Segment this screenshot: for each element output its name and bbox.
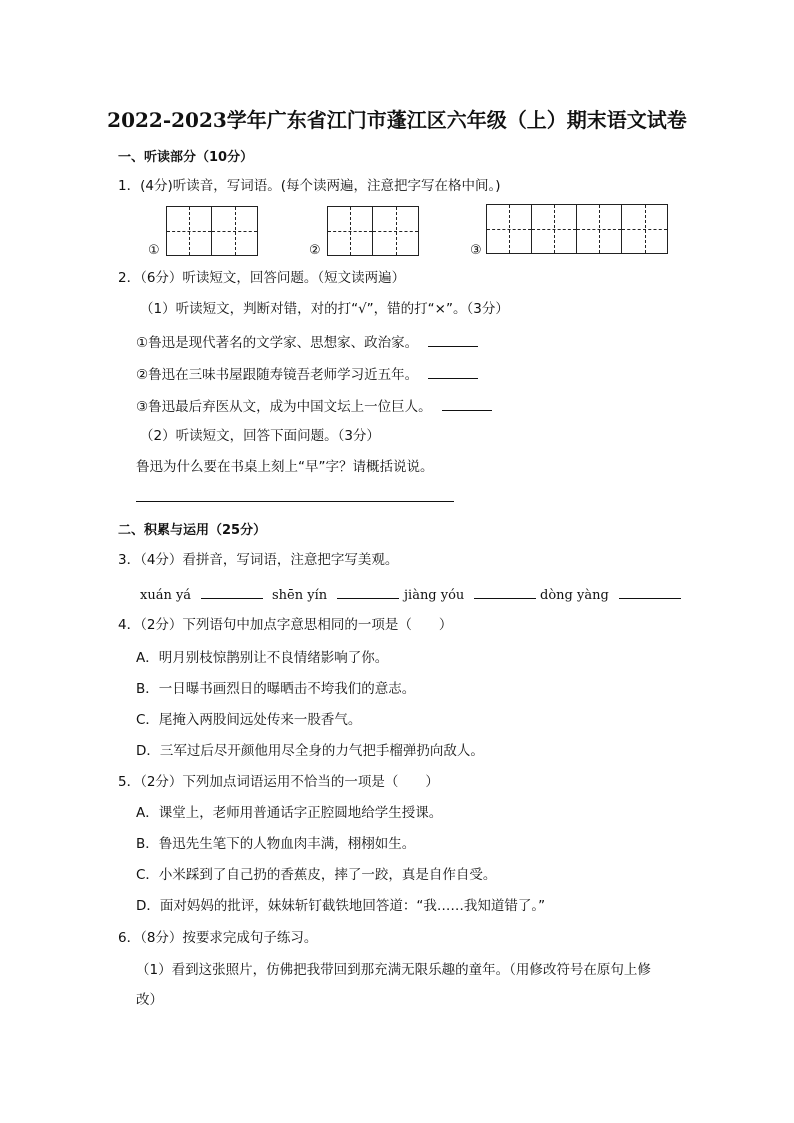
question-3-text: 3．（4分）看拼音，写词语，注意把字写美观。: [118, 552, 399, 568]
question-6-text: 6．（8分）按要求完成句子练习。: [118, 930, 318, 946]
pinyin-item-4: [540, 584, 681, 603]
writing-grid-2[interactable]: [327, 206, 419, 256]
grid-label-3: ③: [470, 243, 482, 258]
question-6-sub1: （1）看到这张照片，仿佛把我带回到那充满无限乐趣的童年。（用修改符号在原句上修: [136, 962, 651, 978]
section-heading-accumulation: 二、积累与运用（25分）: [118, 523, 267, 538]
question-1-text: 1．(4分)听读音，写词语。(每个读两遍，注意把字写在格中间。): [118, 178, 501, 194]
judge-item-text: ②鲁迅在三味书屋跟随寿镜吾老师学习近五年。: [136, 367, 419, 383]
answer-blank[interactable]: [428, 332, 478, 347]
page-title: 2022-2023学年广东省江门市蓬江区六年级（上）期末语文试卷: [107, 108, 687, 132]
option-a[interactable]: A．明月别枝惊鹊别让不良情绪影响了你。: [136, 650, 389, 666]
option-d[interactable]: D．面对妈妈的批评，妹妹斩钉截铁地回答道：“我……我知道错了。”: [136, 898, 546, 914]
grid-cell[interactable]: [622, 205, 667, 253]
pinyin-item-1: [140, 584, 263, 603]
writing-grid-3[interactable]: [486, 204, 668, 254]
grid-cell[interactable]: [373, 207, 418, 255]
answer-blank[interactable]: [428, 364, 478, 379]
question-2-sub2: （2）听读短文，回答下面问题。（3分）: [140, 428, 380, 444]
answer-blank[interactable]: [474, 584, 536, 599]
grid-cell[interactable]: [487, 205, 532, 253]
answer-line[interactable]: [136, 501, 454, 502]
answer-blank[interactable]: [201, 584, 263, 599]
option-a[interactable]: A．课堂上，老师用普通话字正腔圆地给学生授课。: [136, 805, 443, 821]
grid-cell[interactable]: [328, 207, 373, 255]
grid-cell[interactable]: [532, 205, 577, 253]
option-c[interactable]: C．尾掩入两股间远处传来一股香气。: [136, 712, 362, 728]
grid-label-1: ①: [148, 243, 160, 258]
grid-label-2: ②: [309, 243, 321, 258]
pinyin-item-3: [404, 584, 536, 603]
grid-cell[interactable]: [167, 207, 212, 255]
question-4-text: 4．（2分）下列语句中加点字意思相同的一项是（ ）: [118, 617, 453, 633]
judge-item-2: [136, 364, 478, 385]
section-heading-listening: 一、听读部分（10分）: [118, 150, 254, 165]
pinyin-item-2: [272, 584, 399, 603]
pinyin-text: shēn yín: [272, 588, 328, 603]
option-b[interactable]: B．一日曝书画烈日的曝晒击不垮我们的意志。: [136, 681, 416, 697]
pinyin-text: dòng yàng: [540, 588, 609, 603]
pinyin-text: jiàng yóu: [404, 588, 465, 603]
option-d[interactable]: D．三军过后尽开颜他用尽全身的力气把手榴弹扔向敌人。: [136, 743, 484, 759]
question-6-sub1-cont: 改）: [136, 992, 163, 1008]
grid-cell[interactable]: [212, 207, 257, 255]
answer-blank[interactable]: [337, 584, 399, 599]
answer-blank[interactable]: [442, 396, 492, 411]
answer-blank[interactable]: [619, 584, 681, 599]
question-2-prompt: 鲁迅为什么要在书桌上刻上“早”字？请概括说说。: [136, 459, 434, 475]
judge-item-text: ①鲁迅是现代著名的文学家、思想家、政治家。: [136, 335, 419, 351]
option-b[interactable]: B．鲁迅先生笔下的人物血肉丰满，栩栩如生。: [136, 836, 416, 852]
grid-cell[interactable]: [577, 205, 622, 253]
question-2-sub1: （1）听读短文，判断对错，对的打“√”，错的打“×”。（3分）: [140, 301, 509, 317]
option-c[interactable]: C．小米踩到了自己扔的香蕉皮，摔了一跤，真是自作自受。: [136, 867, 497, 883]
pinyin-text: xuán yá: [140, 588, 192, 603]
judge-item-text: ③鲁迅最后弃医从文，成为中国文坛上一位巨人。: [136, 399, 432, 415]
question-5-text: 5．（2分）下列加点词语运用不恰当的一项是（ ）: [118, 774, 439, 790]
question-2-text: 2．（6分）听读短文，回答问题。（短文读两遍）: [118, 270, 406, 286]
judge-item-3: [136, 396, 492, 417]
writing-grid-1[interactable]: [166, 206, 258, 256]
judge-item-1: [136, 332, 478, 353]
